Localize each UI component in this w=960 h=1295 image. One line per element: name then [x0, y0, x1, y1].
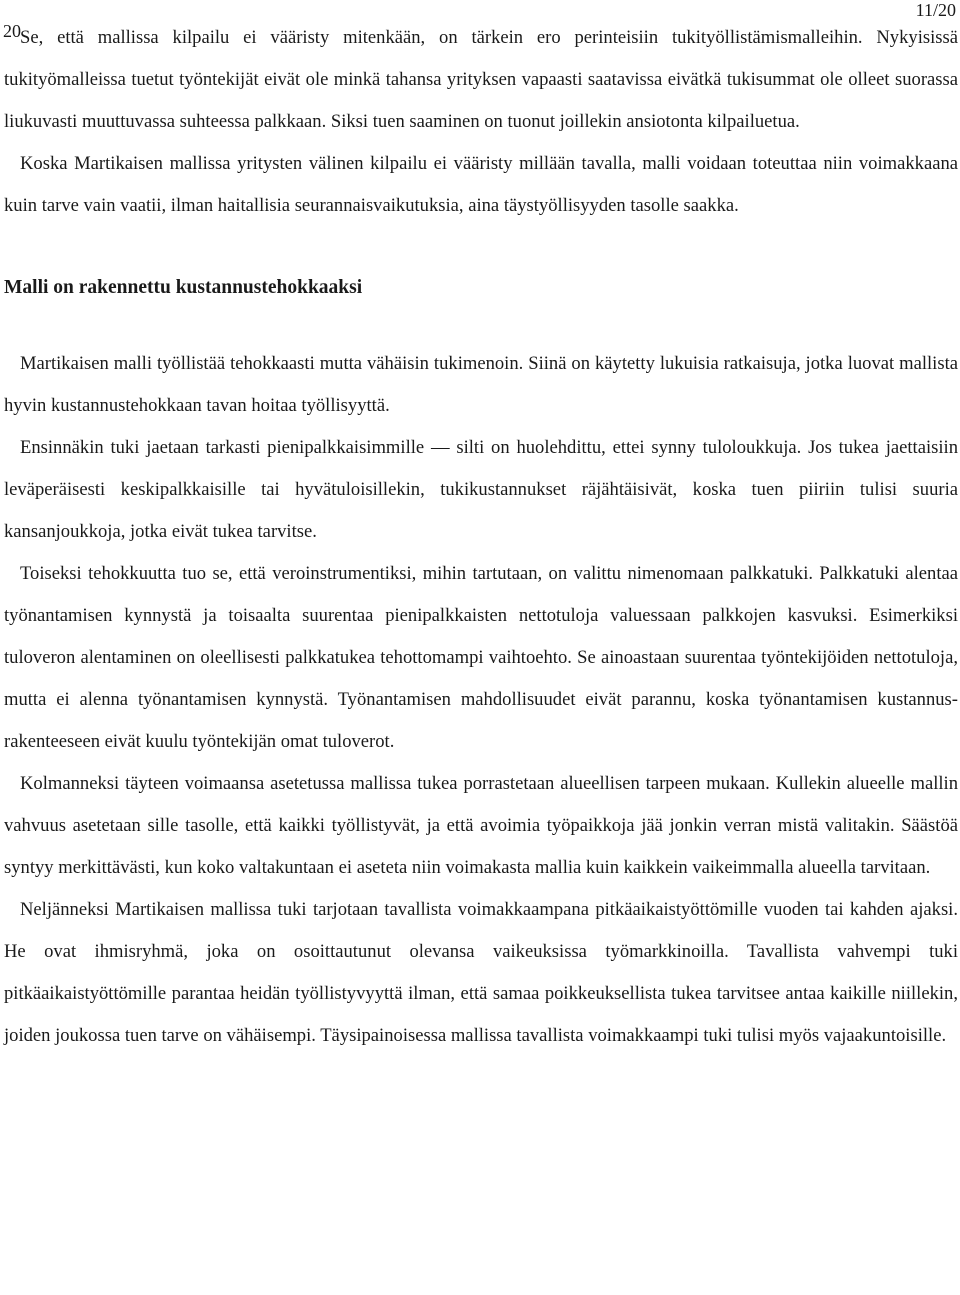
paragraph: Ensinnäkin tuki jaetaan tarkasti pienipalkkaisimmille — silti on huolehdittu, ettei synny tuloloukkuja. Jos tukea jaettaisiin leväperäisesti keskipalkkaisille tai hyvätuloisillekin, tukikustannukset räjähtäisivät, koska tuen piiriin tulisi suuria kansanjoukkoja, jotka eivät tukea tarvitse. [4, 437, 958, 542]
spacer [4, 227, 958, 267]
paragraph: Se, että mallissa kilpailu ei vääristy mitenkään, on tärkein ero perinteisiin tukityöllistämismalleihin. Nykyisissä tukityömalleissa tuetut työntekijät eivät ole minkä tahansa yrityksen vapaasti saatavissa eivätkä tukisummat ole olleet suorassa liukuvasti muuttuvassa suhteessa palkkaan. Siksi tuen saaminen on tuonut joillekin ansiotonta kilpailuetua. [4, 27, 958, 132]
paragraph: Martikaisen malli työllistää tehokkaasti mutta vähäisin tukimenoin. Siinä on käytetty lukuisia ratkaisuja, jotka luovat mallista hyvin kustannustehokkaan tavan hoitaa työllisyyttä. [4, 353, 958, 416]
paragraph: Toiseksi tehokkuutta tuo se, että veroinstrumentiksi, mihin tartutaan, on valittu nimenomaan palkkatuki. Palkkatuki alentaa työnantamisen kynnystä ja toisaalta suurentaa pienipalkkaisten nettotuloja valuessaan palkkojen kasvuksi. Esimerkiksi tuloveron alentaminen on oleellisesti palkkatukea tehottomampi vaihtoehto. Se ainoastaan suurentaa työntekijöiden nettotuloja, mutta ei alenna työnantamisen kynnystä. Työnantamisen mahdollisuudet eivät parannu, koska työnantamisen kustannusrakenteeseen eivät kuulu työntekijän omat tuloverot. [4, 563, 958, 752]
paragraph: Neljänneksi Martikaisen mallissa tuki tarjotaan tavallista voimakkaampana pitkäaikaistyöttömille vuoden tai kahden ajaksi. He ovat ihmisryhmä, joka on osoittautunut olevansa vaikeuksissa työmarkkinoilla. Tavallista vahvempi tuki pitkäaikaistyöttömille parantaa heidän työllistyvyyttä ilman, että samaa poikkeuksellista tukea tarvitsee antaa kaikille niillekin, joiden joukossa tuen tarve on vähäisempi. Täysipainoisessa mallissa tavallista voimakkaampi tuki tulisi myös vajaakuntoisille. [4, 899, 958, 1046]
page-counter: 11/20 [915, 0, 956, 20]
document-body [4, 17, 958, 1057]
paragraph: Kolmanneksi täyteen voimaansa asetetussa mallissa tukea porrastetaan alueellisen tarpeen mukaan. Kullekin alueelle mallin vahvuus asetetaan sille tasolle, että kaikki työllistyvät, ja että avoimia työpaikkoja jää jonkin verran mistä valitakin. Säästöä syntyy merkittävästi, kun koko valtakuntaan ei aseteta niin voimakasta mallia kuin kaikkein vaikeimmalla alueella tarvitaan. [4, 773, 958, 878]
section-heading: Malli on rakennettu kustannustehokkaaksi [4, 277, 363, 298]
paragraph: Koska Martikaisen mallissa yritysten välinen kilpailu ei vääristy millään tavalla, malli voidaan toteuttaa niin voimakkaana kuin tarve vain vaatii, ilman haitallisia seurannaisvaikutuksia, aina täystyöllisyyden tasolle saakka. [4, 153, 958, 216]
page-number: 20 [3, 21, 21, 41]
spacer [4, 309, 958, 343]
